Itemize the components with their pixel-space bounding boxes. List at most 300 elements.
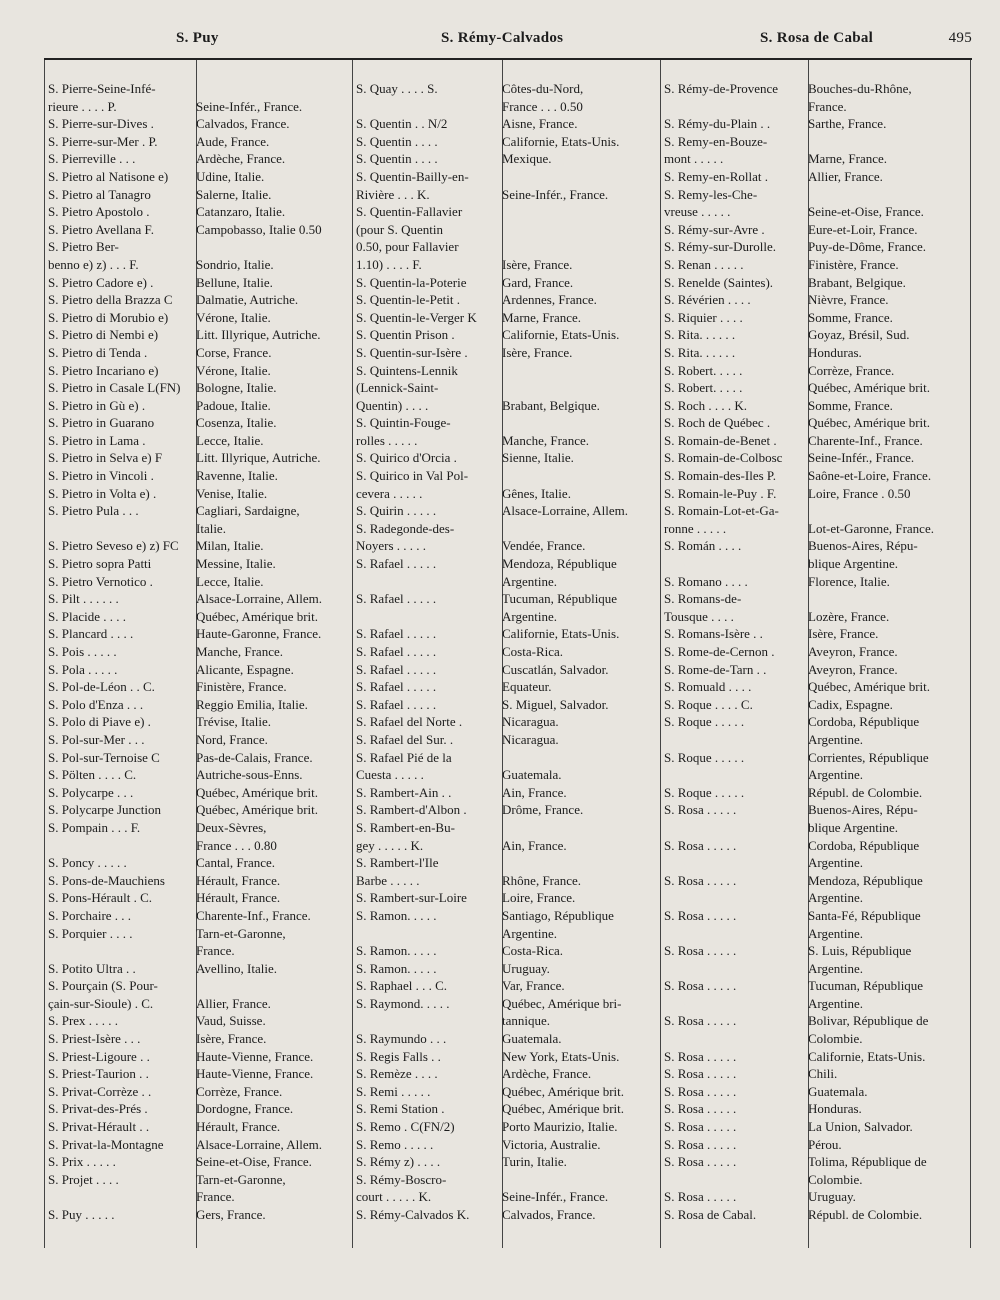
entry-row [664,309,968,327]
entry-column-1 [48,80,352,1224]
place-name: S. Rambert-sur-Loire [356,890,467,906]
place-name: Rivière . . . K. [356,186,430,202]
place-location: Lecce, Italie. [196,432,264,448]
place-name: S. Rosa . . . . . [664,1066,737,1082]
place-location: Argentine. [502,608,557,624]
entry-row [664,150,968,168]
place-location: Alicante, Espagne. [196,661,294,677]
entry-row [48,1048,352,1066]
place-name: S. Rafael . . . . . [356,679,437,695]
place-location: Costa-Rica. [502,943,564,959]
place-location: Colombie. [808,1031,863,1047]
place-name: 0.50, pour Fallavier [356,239,459,255]
place-name: Noyers . . . . . [356,538,427,554]
place-name: S. Roque . . . . . [664,714,745,730]
place-location: Nicaragua. [502,714,559,730]
place-name: S. Pons-de-Mauchiens [48,872,165,888]
entry-row [664,397,968,415]
entry-row [356,731,660,749]
place-name: benno e) z) . . . F. [48,256,139,272]
place-name: rieure . . . . P. [48,98,117,114]
place-name: Tousque . . . . [664,608,734,624]
place-location: Ardèche, France. [196,151,286,167]
place-location: Isère, France. [196,1031,267,1047]
place-name: S. Rémy z) . . . . [356,1154,441,1170]
place-location: Calvados, France. [502,1207,596,1222]
place-name: S. Radegonde-des- [356,520,455,536]
place-location: Québec, Amérique brit. [502,1101,625,1117]
place-location: Buenos-Aires, Répu- [808,802,918,818]
entry-row [664,731,968,749]
place-name [664,889,808,907]
place-name: S. Rosa . . . . . [664,907,737,923]
entry-row [48,749,352,767]
entry-row [48,625,352,643]
entry-row [664,977,968,995]
entry-row [356,1206,660,1224]
place-name: S. Rosa . . . . . [664,1083,737,1099]
entry-row [48,115,352,133]
place-name: S. Pietro in Casale L(FN) [48,380,181,396]
place-name: 1.10) . . . . F. [356,256,422,272]
place-location: Tucuman, République [808,978,924,994]
place-name: S. Rita. . . . . . [664,344,736,360]
place-name: S. Polo d'Enza . . . [48,696,144,712]
entry-row [356,379,660,397]
place-location: La Union, Salvador. [808,1119,913,1135]
place-location: S. Miguel, Salvador. [502,696,609,712]
place-location [502,168,660,186]
place-location: Haute-Garonne, France. [196,626,322,642]
entry-row [48,801,352,819]
place-name: S. Privat-Hérault . . [48,1119,150,1135]
place-location: Calvados, France. [196,116,290,132]
place-location: Marne, France. [502,309,582,325]
place-location: Bellune, Italie. [196,274,273,290]
entry-row [356,1048,660,1066]
place-name: S. Porchaire . . . [48,907,132,923]
place-location: Tarn-et-Garonne, [196,925,286,941]
entry-row [48,784,352,802]
place-name: S. Rémy-de-Provence [664,81,779,96]
entry-row [356,854,660,872]
place-name: S. Rosa . . . . . [664,1048,737,1064]
place-name: S. Puy . . . . . [48,1207,115,1222]
place-name: S. Prix . . . . . [48,1154,116,1170]
entry-row [664,749,968,767]
entry-row [664,80,968,98]
entry-row [664,889,968,907]
place-name: S. Raymond. . . . . [356,995,450,1011]
place-name [664,1030,808,1048]
entry-row [48,80,352,98]
place-location [502,467,660,485]
place-location: Corrèze, France. [196,1083,283,1099]
entry-row [664,801,968,819]
place-name: S. Pierre-sur-Mer . P. [48,133,158,149]
place-name: S. Robert. . . . . [664,362,743,378]
place-location: Litt. Illyrique, Autriche. [196,450,321,466]
place-location: Californie, Etats-Unis. [502,327,620,343]
entry-row [664,467,968,485]
entry-row [356,590,660,608]
place-name: S. Pola . . . . . [48,661,118,677]
entry-row [48,1065,352,1083]
entry-row [48,661,352,679]
place-location: Charente-Inf., France. [196,907,311,923]
place-name [356,1012,502,1030]
entry-row [356,467,660,485]
entry-row [356,942,660,960]
place-name: S. Rambert-Ain . . [356,784,452,800]
place-name [356,608,502,626]
place-name: S. Romans-Isère . . [664,626,763,642]
entry-row [664,133,968,151]
place-location [502,203,660,221]
place-name: S. Porquier . . . . [48,925,133,941]
place-name: S. Quay . . . . S. [356,81,438,96]
entry-row [356,1136,660,1154]
place-location: Reggio Emilia, Italie. [196,696,308,712]
place-name: S. Quirico d'Orcia . [356,450,457,466]
place-location [502,854,660,872]
place-name: S. Roch de Québec . [664,415,771,431]
place-location: Hérault, France. [196,872,281,888]
entry-row [48,819,352,837]
entry-row [48,713,352,731]
place-location: Isère, France. [808,626,879,642]
place-location: Mendoza, République [502,556,617,572]
place-location: Républ. de Colombie. [808,784,923,800]
entry-row [48,942,352,960]
place-location: Nord, France. [196,731,268,747]
place-name: S. Remi Station . [356,1101,445,1117]
entry-row [356,397,660,415]
entry-row [356,995,660,1013]
place-location: Haute-Vienne, France. [196,1066,314,1082]
place-location: Loire, France. [502,890,576,906]
entry-row [48,555,352,573]
place-name: S. Priest-Taurion . . [48,1066,149,1082]
entry-row [48,1083,352,1101]
place-name: gey . . . . . K. [356,837,424,853]
place-name: S. Pietro Seveso e) z) FC [48,538,179,554]
place-name [664,731,808,749]
place-location: Hérault, France. [196,890,281,906]
place-name: S. Rafael . . . . . [356,696,437,712]
entry-row [48,731,352,749]
entry-row [48,414,352,432]
entry-row [48,520,352,538]
place-name [356,573,502,591]
place-location: Nicaragua. [502,731,559,747]
place-location: Allier, France. [808,168,883,184]
entry-row [48,643,352,661]
entry-row [664,1136,968,1154]
place-name: S. Pierreville . . . [48,151,136,167]
place-name: vreuse . . . . . [664,204,731,220]
place-location: Mexique. [502,151,552,167]
place-location: Mendoza, République [808,872,923,888]
place-location: France. [808,98,847,114]
entry-row [356,907,660,925]
entry-row [356,749,660,767]
place-location [502,1171,660,1189]
place-location: Cosenza, Italie. [196,415,277,431]
entry-row [48,837,352,855]
entry-row [48,221,352,239]
entry-row [356,414,660,432]
entry-row [664,678,968,696]
place-name: S. Rafael del Norte . [356,714,463,730]
entry-row [48,291,352,309]
place-location: Républ. de Colombie. [808,1207,923,1222]
place-location: Brabant, Belgique. [808,274,906,290]
place-location: Sondrio, Italie. [196,256,274,272]
entry-row [356,1100,660,1118]
place-location: France . . . 0.50 [502,98,583,114]
place-location: France . . . 0.80 [196,837,277,853]
entry-row [48,274,352,292]
table-top-rule [44,58,972,60]
place-name: S. Romain-de-Colbosc [664,450,783,466]
place-name: S. Rémy-du-Plain . . [664,116,771,132]
entry-row [356,696,660,714]
place-location: Italie. [196,520,226,536]
place-name: S. Rambert-d'Albon . [356,802,467,818]
place-location: Vaud, Suisse. [196,1013,266,1029]
entry-row [356,889,660,907]
place-name: S. Pölten . . . . C. [48,767,137,783]
place-name: S. Pol-sur-Mer . . . [48,731,145,747]
place-location: Deux-Sèvres, [196,819,267,835]
place-location: Milan, Italie. [196,538,264,554]
entry-row [356,1171,660,1189]
entry-row [664,696,968,714]
place-location: Campobasso, Italie 0.50 [196,221,322,237]
place-location: Drôme, France. [502,802,584,818]
place-location: Bouches-du-Rhône, [808,81,912,96]
place-location: Somme, France. [808,309,893,325]
place-location: Seine-et-Oise, France. [196,1154,312,1170]
place-name: S. Pilt . . . . . . [48,591,119,607]
entry-row [48,766,352,784]
place-location: Dalmatie, Autriche. [196,292,299,308]
entry-row [48,309,352,327]
place-name: S. Polycarpe Junction [48,802,162,818]
entry-row [664,326,968,344]
place-name: S. Pois . . . . . [48,644,117,659]
place-name: S. Priest-Isère . . . [48,1031,141,1047]
place-location: Tucuman, République [502,591,618,607]
entry-row [664,625,968,643]
entry-row [664,98,968,116]
entry-row [356,203,660,221]
place-location: Cordoba, République [808,714,920,730]
entry-row [664,854,968,872]
place-name: S. Rosa . . . . . [664,872,737,888]
place-location: Alsace-Lorraine, Allem. [196,1136,322,1152]
place-location: Québec, Amérique brit. [196,802,319,818]
place-name: S. Pietro in Guarano [48,415,155,431]
entry-row [664,766,968,784]
entry-row [48,1012,352,1030]
place-name: S. Pierre-Seine-Infé- [48,81,156,96]
place-location: Corse, France. [196,344,272,360]
place-location: Padoue, Italie. [196,397,271,413]
entry-row [664,115,968,133]
place-location: Sarthe, France. [808,116,887,132]
place-location: Gers, France. [196,1207,266,1222]
entry-row [356,150,660,168]
place-name: S. Rémy-sur-Durolle. [664,239,777,255]
entry-row [48,977,352,995]
place-location: Argentine. [502,925,557,941]
place-location: France. [196,943,235,959]
entry-row [48,344,352,362]
place-location: Honduras. [808,344,862,360]
entry-row [664,555,968,573]
entry-row [48,854,352,872]
entry-row [356,168,660,186]
place-name: S. Plancard . . . . [48,626,134,642]
entry-row [664,238,968,256]
place-name: S. Rafael . . . . . [356,591,437,607]
place-name: S. Remo . . . . . [356,1136,434,1152]
entry-row [356,713,660,731]
place-location: Messine, Italie. [196,556,276,572]
place-location: Uruguay. [808,1189,856,1205]
entry-row [664,344,968,362]
place-name: S. Romans-de- [664,591,742,607]
place-location: Argentine. [808,925,863,941]
place-location: Lecce, Italie. [196,573,264,589]
entry-row [48,150,352,168]
entry-row [356,872,660,890]
entry-row [48,995,352,1013]
place-location: Guatemala. [808,1083,868,1099]
place-location: Pérou. [808,1136,842,1152]
place-location: Argentine. [808,855,863,871]
place-location: Bolivar, République de [808,1013,929,1029]
entry-column-2 [356,80,660,1224]
place-name [48,1188,196,1206]
place-location: Puy-de-Dôme, France. [808,239,927,255]
place-name: S. Quentin Prison . [356,327,455,343]
place-location: Tarn-et-Garonne, [196,1171,286,1187]
entry-row [356,555,660,573]
entry-row [48,397,352,415]
entry-row [356,537,660,555]
entry-row [664,925,968,943]
entry-row [664,274,968,292]
entry-row [664,1012,968,1030]
running-head-middle: S. Rémy-Calvados [441,30,564,46]
entry-row [48,1188,352,1206]
place-location [196,977,352,995]
place-name: S. Renelde (Saintes). [664,274,774,290]
place-location: Seine-Infér., France. [196,98,303,114]
place-location: Vendée, France. [502,538,586,554]
place-location: Manche, France. [502,432,589,448]
place-name: S. Pietro in Volta e) . [48,485,157,501]
entry-row [356,98,660,116]
entry-row [48,960,352,978]
place-location: Québec, Amérique brit. [196,784,319,800]
place-location: Corrientes, République [808,749,929,765]
place-location: Trévise, Italie. [196,714,271,730]
place-location: Cantal, France. [196,855,276,871]
place-name: ronne . . . . . [664,520,727,536]
place-name: S. Renan . . . . . [664,256,744,272]
entry-row [664,942,968,960]
place-name: S. Romuald . . . . [664,679,752,695]
place-location: Québec, Amérique brit. [196,608,319,624]
place-location: Manche, France. [196,644,283,659]
place-location: Aveyron, France. [808,644,898,659]
entry-row [356,678,660,696]
entry-row [356,643,660,661]
place-name: S. Rosa . . . . . [664,1189,737,1205]
entry-row [664,819,968,837]
place-name: S. Privat-Corrèze . . [48,1083,152,1099]
entry-row [48,203,352,221]
place-location: Lot-et-Garonne, France. [808,520,934,536]
place-location: Cuscatlán, Salvador. [502,661,609,677]
place-name: S. Ramon. . . . . [356,907,437,923]
place-location: Finistère, France. [196,679,287,695]
place-name: S. Quentin-sur-Isère . [356,344,468,360]
entry-row [48,1153,352,1171]
entry-row [664,608,968,626]
entry-row [356,133,660,151]
entry-row [356,362,660,380]
place-name: S. Remi . . . . . [356,1083,431,1099]
place-name: S. Romain-des-Iles P. [664,468,776,484]
entry-row [48,573,352,591]
place-name [664,766,808,784]
place-location: Argentine. [808,995,863,1011]
place-name [664,960,808,978]
entry-row [356,520,660,538]
entry-row [664,186,968,204]
entry-row [664,784,968,802]
place-location: Porto Maurizio, Italie. [502,1119,618,1135]
entry-row [48,696,352,714]
place-name: S. Placide . . . . [48,608,126,624]
place-location [502,414,660,432]
entry-row [664,1118,968,1136]
place-name: S. Riquier . . . . [664,309,743,325]
entry-row [664,1188,968,1206]
entry-row [48,590,352,608]
place-location: Rhône, France. [502,872,582,888]
place-location: Honduras. [808,1101,862,1117]
place-name: S. Robert. . . . . [664,380,743,396]
place-name: S. Roque . . . . . [664,749,745,765]
place-location: Marne, France. [808,151,888,167]
entry-row [48,872,352,890]
place-location [502,238,660,256]
entry-row [664,520,968,538]
column-rule [660,60,661,1248]
place-name: S. Pietro al Natisone e) [48,168,169,184]
entry-row [664,379,968,397]
entry-row [48,133,352,151]
place-name: S. Quentin . . . . [356,151,438,167]
place-location: Argentine. [502,573,557,589]
entry-row [356,502,660,520]
